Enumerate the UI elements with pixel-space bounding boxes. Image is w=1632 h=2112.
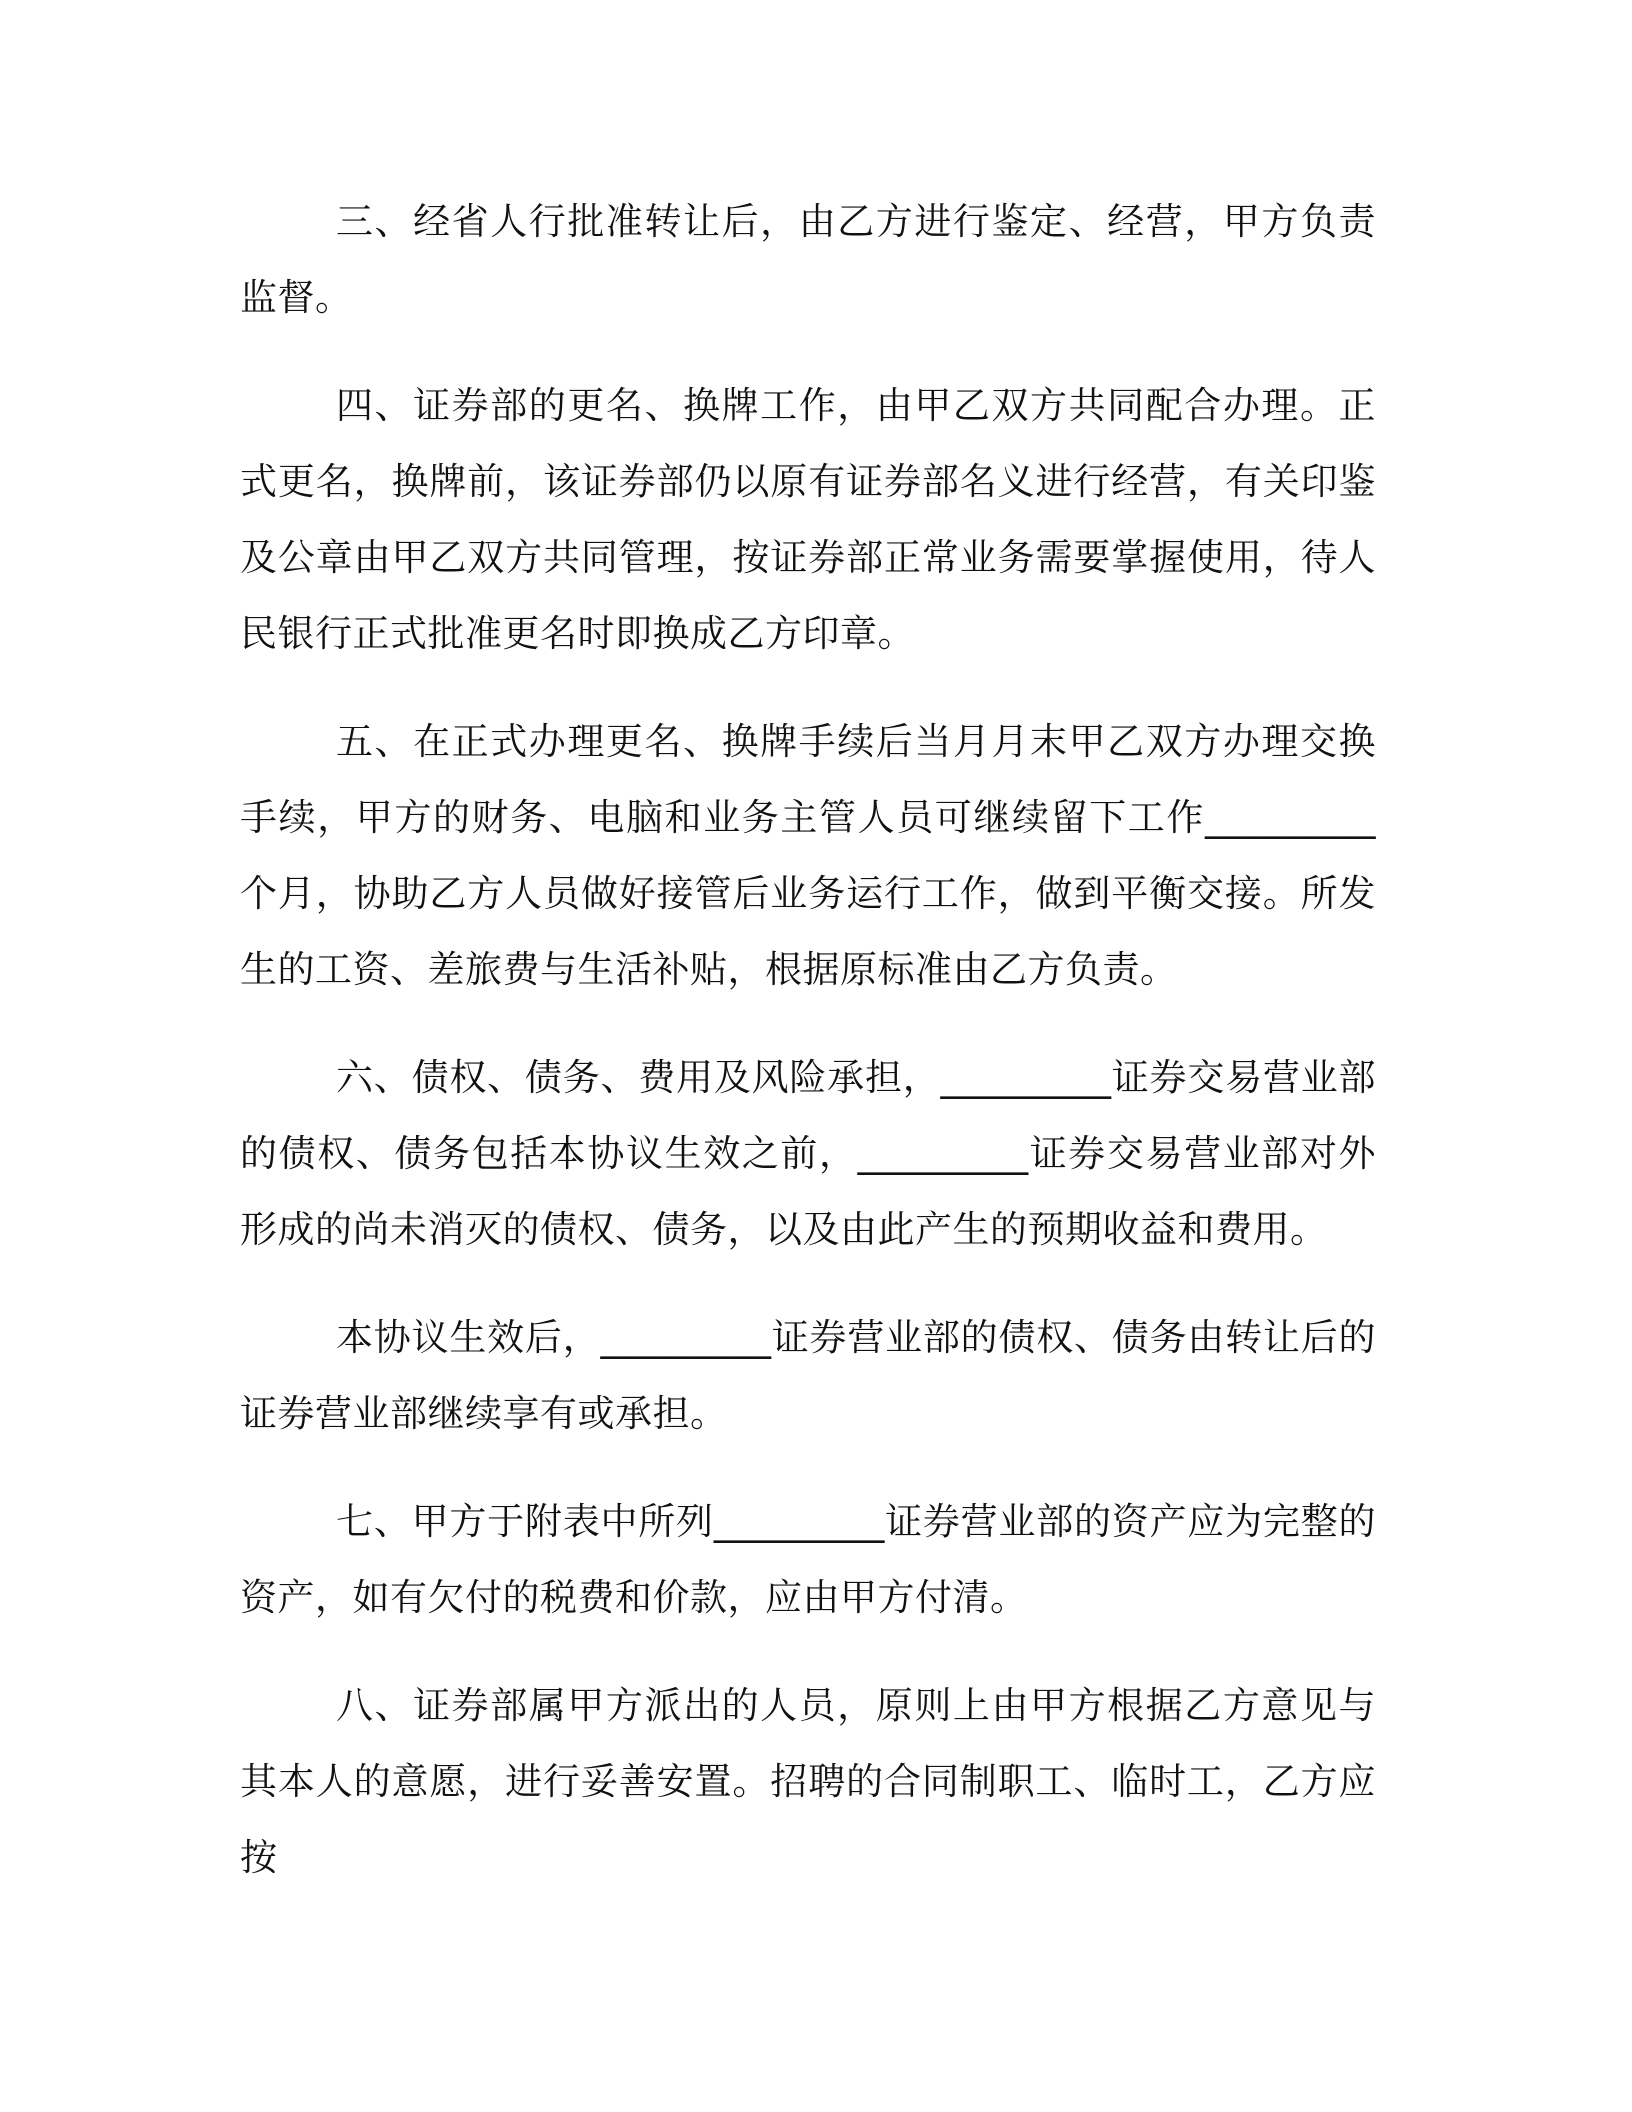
paragraph-clause-3: 三、经省人行批准转让后，由乙方进行鉴定、经营，甲方负责监督。 [240,200,1376,319]
paragraph-clause-4: 四、证券部的更名、换牌工作，由甲乙双方共同配合办理。正式更名，换牌前，该证券部仍以原有证券部名义进行经营，有关印鉴及公章由甲乙双方共同管理，按证券部正常业务需要掌握使用，待人民银行正式批准更名时即换成乙方印章。 [240,384,1376,655]
paragraph-clause-5: 五、在正式办理更名、换牌手续后当月月末甲乙双方办理交换手续，甲方的财务、电脑和业务主管人员可继续留下工作_________个月，协助乙方人员做好接管后业务运行工作，做到平衡交接。所发生的工资、差旅费与生活补贴，根据原标准由乙方负责。 [240,720,1376,991]
paragraph-clause-6: 六、债权、债务、费用及风险承担，_________证券交易营业部的债权、债务包括本协议生效之前，_________证券交易营业部对外形成的尚未消灭的债权、债务，以及由此产生的预期收益和费用。 [240,1056,1376,1251]
paragraph-clause-6-supplement: 本协议生效后，_________证券营业部的债权、债务由转让后的证券营业部继续享有或承担。 [240,1316,1376,1435]
document-body [240,184,1376,1928]
paragraph-clause-7: 七、甲方于附表中所列_________证券营业部的资产应为完整的资产，如有欠付的税费和价款，应由甲方付清。 [240,1500,1376,1619]
paragraph-clause-8: 八、证券部属甲方派出的人员，原则上由甲方根据乙方意见与其本人的意愿，进行妥善安置。招聘的合同制职工、临时工，乙方应按 [240,1684,1376,1879]
